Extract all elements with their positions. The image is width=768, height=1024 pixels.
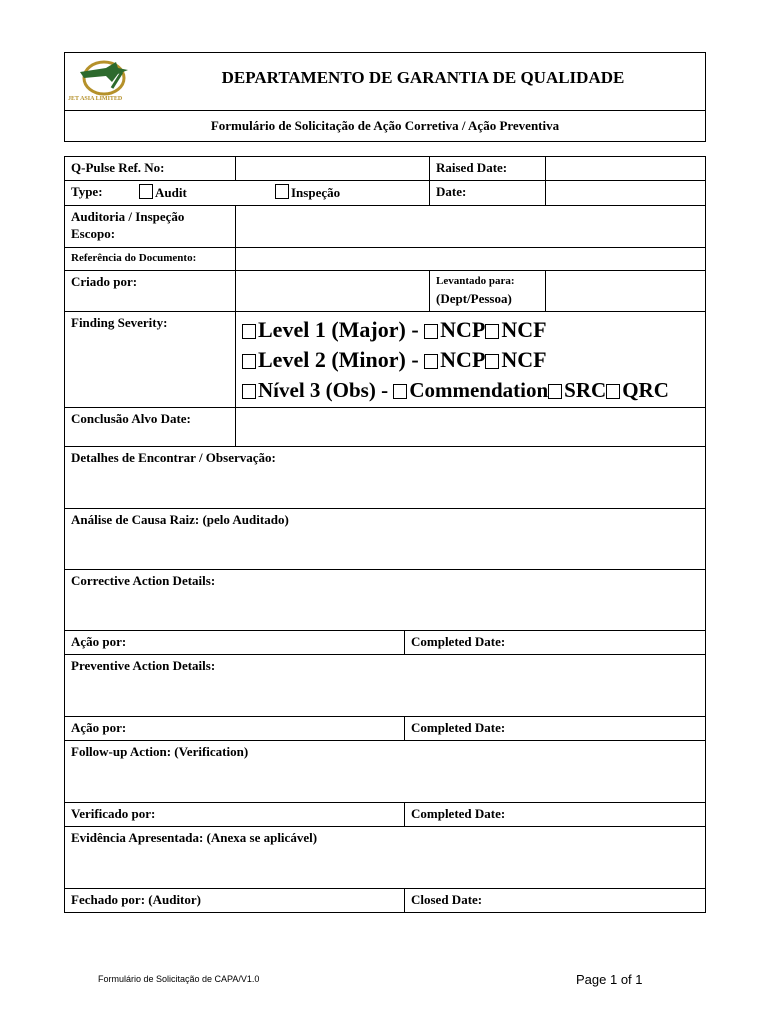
verification-completed-date-field[interactable]: [404, 802, 706, 827]
severity-label: Finding Severity:: [71, 315, 168, 330]
logo-text: JET ASIA LIMITED: [68, 96, 123, 102]
type-inspecao-option[interactable]: [275, 184, 340, 201]
company-logo: [68, 58, 134, 106]
level3-src-checkbox[interactable]: [548, 384, 562, 399]
sev1-ncp: NCP: [440, 317, 486, 342]
sev3-text: Nível 3 (Obs) -: [258, 378, 394, 402]
level2-ncp-checkbox[interactable]: [424, 354, 438, 369]
raised-for-sub: (Dept/Pessoa): [436, 291, 512, 306]
sev3-commendation: Commendation: [409, 378, 549, 402]
audit-checkbox[interactable]: [139, 184, 153, 199]
closed-by-field[interactable]: [64, 888, 405, 913]
severity-label-cell: [64, 311, 236, 408]
sev2-ncp: NCP: [440, 347, 486, 372]
date-label: Date:: [436, 184, 467, 199]
level3-qrc-checkbox[interactable]: [606, 384, 620, 399]
qpulse-value-field[interactable]: [235, 156, 430, 181]
level3-checkbox[interactable]: [242, 384, 256, 399]
type-audit-label: Audit: [155, 185, 187, 200]
target-date-field[interactable]: [235, 407, 706, 447]
evidence-field[interactable]: [64, 826, 706, 889]
level1-checkbox[interactable]: [242, 324, 256, 339]
date-field[interactable]: [545, 180, 706, 206]
finding-details-label: Detalhes de Encontrar / Observação:: [71, 450, 276, 465]
preventive-completed-date-field[interactable]: [404, 716, 706, 741]
type-inspecao-label: Inspeção: [291, 185, 341, 200]
root-cause-label: Análise de Causa Raiz: (pelo Auditado): [71, 512, 289, 527]
date-label-cell: [429, 180, 546, 206]
inspecao-checkbox[interactable]: [275, 184, 289, 199]
created-by-label: Criado por:: [71, 274, 138, 289]
raised-date-label-cell: [429, 156, 546, 181]
completed-date-label: Completed Date:: [411, 806, 506, 821]
preventive-action-by-field[interactable]: [64, 716, 405, 741]
action-by-label: Ação por:: [71, 720, 127, 735]
corrective-completed-date-field[interactable]: [404, 630, 706, 655]
form-title: Formulário de Solicitação de Ação Corretiva / Ação Preventiva: [210, 118, 560, 133]
followup-action-field[interactable]: [64, 740, 706, 803]
footer-form-code: Formulário de Solicitação de CAPA/V1.0: [98, 974, 260, 984]
scope-label-cell: [64, 205, 236, 248]
type-cell: [64, 180, 430, 206]
action-by-label: Ação por:: [71, 634, 127, 649]
created-by-field[interactable]: [235, 270, 430, 312]
footer-page-number: Page 1 of 1: [576, 972, 643, 987]
sev1-text: Level 1 (Major) -: [258, 317, 425, 342]
followup-label: Follow-up Action: (Verification): [71, 744, 249, 759]
level1-ncf-checkbox[interactable]: [485, 324, 499, 339]
level3-commendation-checkbox[interactable]: [393, 384, 407, 399]
corrective-action-by-field[interactable]: [64, 630, 405, 655]
doc-ref-label: Referência do Documento:: [71, 252, 197, 264]
corrective-action-field[interactable]: [64, 569, 706, 631]
verified-by-field[interactable]: [64, 802, 405, 827]
completed-date-label: Completed Date:: [411, 634, 506, 649]
completed-date-label: Completed Date:: [411, 720, 506, 735]
department-title: DEPARTAMENTO DE GARANTIA DE QUALIDADE: [221, 68, 625, 87]
raised-for-label-cell: [429, 270, 546, 312]
evidence-label: Evidência Apresentada: (Anexa se aplicável): [71, 830, 318, 845]
header-divider: [64, 110, 706, 111]
level1-ncp-checkbox[interactable]: [424, 324, 438, 339]
level2-ncf-checkbox[interactable]: [485, 354, 499, 369]
raised-for-label: Levantado para:: [436, 275, 515, 287]
raised-date-label: Raised Date:: [436, 160, 508, 175]
preventive-action-field[interactable]: [64, 654, 706, 717]
corrective-label: Corrective Action Details:: [71, 573, 216, 588]
qpulse-label-cell: [64, 156, 236, 181]
target-label: Conclusão Alvo Date:: [71, 411, 191, 426]
closed-date-field[interactable]: [404, 888, 706, 913]
severity-level-1: [242, 316, 547, 344]
level2-checkbox[interactable]: [242, 354, 256, 369]
verified-by-label: Verificado por:: [71, 806, 156, 821]
doc-ref-label-cell: [64, 247, 236, 271]
finding-details-field[interactable]: [64, 446, 706, 509]
scope-label: Auditoria / Inspeção Escopo:: [71, 209, 185, 241]
created-by-label-cell: [64, 270, 236, 312]
type-audit-option[interactable]: [139, 184, 187, 201]
closed-by-label: Fechado por: (Auditor): [71, 892, 201, 907]
sev1-ncf: NCF: [501, 317, 547, 342]
root-cause-field[interactable]: [64, 508, 706, 570]
severity-level-2: [242, 346, 547, 374]
sev2-text: Level 2 (Minor) -: [258, 347, 425, 372]
raised-date-field[interactable]: [545, 156, 706, 181]
raised-for-field[interactable]: [545, 270, 706, 312]
type-label: Type:: [71, 184, 103, 199]
severity-level-3: [242, 376, 669, 404]
doc-ref-field[interactable]: [235, 247, 706, 271]
sev3-src: SRC: [564, 378, 607, 402]
closed-date-label: Closed Date:: [411, 892, 483, 907]
target-label-cell: [64, 407, 236, 447]
preventive-label: Preventive Action Details:: [71, 658, 216, 673]
qpulse-label: Q-Pulse Ref. No:: [71, 160, 165, 175]
sev3-qrc: QRC: [622, 378, 669, 402]
scope-field[interactable]: [235, 205, 706, 248]
sev2-ncf: NCF: [501, 347, 547, 372]
